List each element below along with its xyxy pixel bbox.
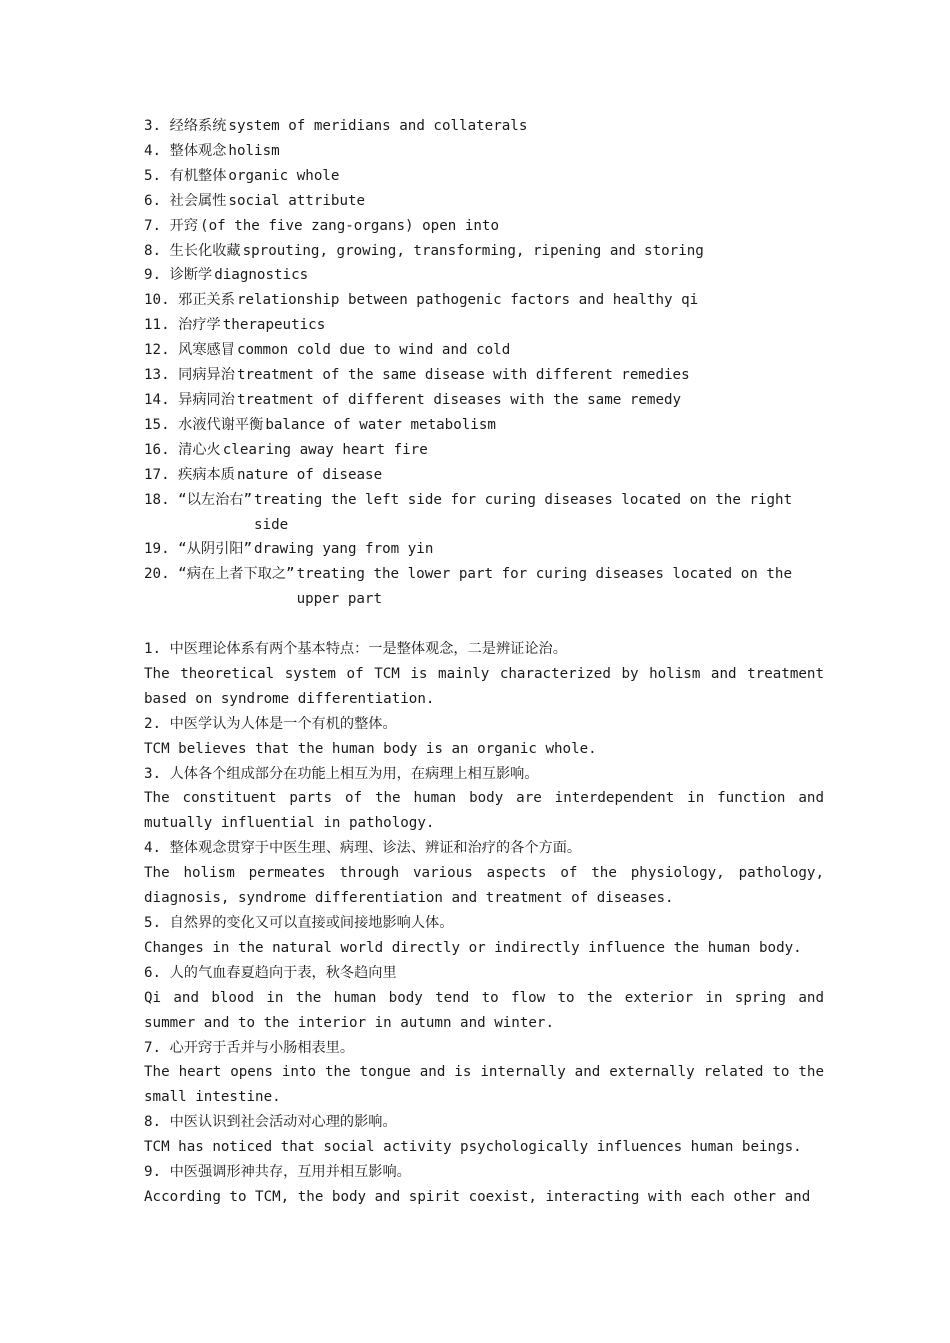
sentence-pair xyxy=(144,637,824,712)
term-chinese: 生长化收藏 xyxy=(169,242,241,259)
term-number: 4. xyxy=(144,142,162,159)
term-chinese: 社会属性 xyxy=(169,192,227,209)
term-chinese: 整体观念 xyxy=(169,142,227,159)
term-item xyxy=(144,562,824,612)
term-english: therapeutics xyxy=(222,317,326,334)
term-item xyxy=(144,114,824,139)
term-english: treating the lower part for curing diseases located on the upper part xyxy=(296,566,792,608)
sentence-pair xyxy=(144,1160,824,1210)
term-english: social attribute xyxy=(228,192,366,209)
term-number: 19. xyxy=(144,541,170,558)
term-number: 18. xyxy=(144,491,170,508)
term-chinese: 有机整体 xyxy=(169,167,227,184)
term-number: 17. xyxy=(144,466,170,483)
sentence-chinese: 4. 整体观念贯穿于中医生理、病理、诊法、辨证和治疗的各个方面。 xyxy=(144,840,582,857)
term-number: 8. xyxy=(144,242,162,259)
term-number: 7. xyxy=(144,217,162,234)
term-english: treating the left side for curing diseases located on the right side xyxy=(254,491,793,533)
term-english: nature of disease xyxy=(236,466,383,483)
term-english: treatment of the same disease with different remedies xyxy=(236,367,690,384)
sentence-pair xyxy=(144,762,824,837)
sentence-chinese: 9. 中医强调形神共存，互用并相互影响。 xyxy=(144,1164,411,1181)
term-chinese: 风寒感冒 xyxy=(178,342,235,359)
sentence-pair xyxy=(144,961,824,1036)
sentence-english: TCM has noticed that social activity psychologically influences human beings. xyxy=(144,1139,802,1156)
document-page xyxy=(144,114,824,1210)
term-number: 10. xyxy=(144,292,170,309)
term-number: 11. xyxy=(144,317,170,334)
term-number: 14. xyxy=(144,391,170,408)
term-english: diagnostics xyxy=(214,267,309,284)
sentence-list xyxy=(144,637,824,1210)
term-chinese: 邪正关系 xyxy=(178,292,235,309)
sentence-chinese: 8. 中医认识到社会活动对心理的影响。 xyxy=(144,1114,397,1131)
sentence-english: The holism permeates through various aspects of the physiology, pathology, diagnosis, syndrome differentiation and treatment of diseases. xyxy=(144,865,824,907)
sentence-chinese: 6. 人的气血春夏趋向于表，秋冬趋向里 xyxy=(144,964,397,981)
term-number: 15. xyxy=(144,416,170,433)
term-item xyxy=(144,164,824,189)
term-english: holism xyxy=(228,142,280,159)
term-chinese: 同病异治 xyxy=(178,367,235,384)
sentence-english: The theoretical system of TCM is mainly characterized by holism and treatment based on syndrome differentiation. xyxy=(144,665,824,707)
sentence-pair xyxy=(144,836,824,911)
term-item xyxy=(144,313,824,338)
term-number: 16. xyxy=(144,441,170,458)
sentence-english: According to TCM, the body and spirit coexist, interacting with each other and xyxy=(144,1188,811,1205)
sentence-pair xyxy=(144,712,824,762)
term-chinese: 经络系统 xyxy=(169,118,227,134)
term-item xyxy=(144,214,824,239)
sentence-english: The constituent parts of the human body are interdependent in function and mutually influential in pathology. xyxy=(144,790,824,832)
sentence-chinese: 5. 自然界的变化又可以直接或间接地影响人体。 xyxy=(144,914,454,931)
term-english: system of meridians and collaterals xyxy=(228,118,528,134)
term-item xyxy=(144,338,824,363)
sentence-pair xyxy=(144,911,824,961)
term-item xyxy=(144,463,824,488)
term-chinese: “从阴引阳” xyxy=(178,541,253,558)
term-item xyxy=(144,413,824,438)
sentence-pair xyxy=(144,1110,824,1160)
term-item xyxy=(144,488,824,538)
term-item xyxy=(144,189,824,214)
term-number: 9. xyxy=(144,267,162,284)
sentence-english: The heart opens into the tongue and is internally and externally related to the small intestine. xyxy=(144,1064,824,1106)
sentence-english: Qi and blood in the human body tend to flow to the exterior in spring and summer and to the interior in autumn and winter. xyxy=(144,989,824,1031)
term-english: clearing away heart fire xyxy=(222,441,428,458)
term-item xyxy=(144,263,824,288)
section-gap xyxy=(144,612,824,637)
term-english: (of the five zang-organs) open into xyxy=(200,217,499,234)
term-item xyxy=(144,139,824,164)
term-number: 20. xyxy=(144,566,170,583)
sentence-english: Changes in the natural world directly or indirectly influence the human body. xyxy=(144,939,802,956)
term-item xyxy=(144,537,824,562)
term-english: treatment of different diseases with the same remedy xyxy=(236,391,682,408)
term-chinese: “以左治右” xyxy=(178,491,253,508)
term-english: drawing yang from yin xyxy=(254,541,434,558)
sentence-chinese: 1. 中医理论体系有两个基本特点：一是整体观念，二是辨证论治。 xyxy=(144,641,567,658)
term-chinese: “病在上者下取之” xyxy=(178,566,295,583)
term-english: organic whole xyxy=(228,167,340,184)
term-number: 5. xyxy=(144,167,162,184)
term-chinese: 异病同治 xyxy=(178,391,235,408)
sentence-english: TCM believes that the human body is an organic whole. xyxy=(144,740,597,757)
term-english: common cold due to wind and cold xyxy=(236,342,511,359)
term-item xyxy=(144,288,824,313)
term-item xyxy=(144,438,824,463)
term-number: 6. xyxy=(144,192,162,209)
term-chinese: 诊断学 xyxy=(169,267,213,284)
term-chinese: 水液代谢平衡 xyxy=(178,416,264,433)
term-chinese: 疾病本质 xyxy=(178,466,235,483)
term-number: 3. xyxy=(144,118,162,134)
sentence-chinese: 7. 心开窍于舌并与小肠相表里。 xyxy=(144,1039,355,1056)
term-english: balance of water metabolism xyxy=(265,416,496,433)
sentence-pair xyxy=(144,1036,824,1111)
term-item xyxy=(144,388,824,413)
term-english: relationship between pathogenic factors and healthy qi xyxy=(236,292,699,309)
sentence-chinese: 3. 人体各个组成部分在功能上相互为用，在病理上相互影响。 xyxy=(144,765,539,782)
term-number: 12. xyxy=(144,342,170,359)
term-item xyxy=(144,239,824,264)
term-item xyxy=(144,363,824,388)
term-english: sprouting, growing, transforming, ripening and storing xyxy=(242,242,704,259)
term-list xyxy=(144,114,824,612)
term-chinese: 治疗学 xyxy=(178,317,221,334)
term-number: 13. xyxy=(144,367,170,384)
sentence-chinese: 2. 中医学认为人体是一个有机的整体。 xyxy=(144,715,397,732)
term-chinese: 清心火 xyxy=(178,441,221,458)
term-chinese: 开窍 xyxy=(169,217,199,234)
